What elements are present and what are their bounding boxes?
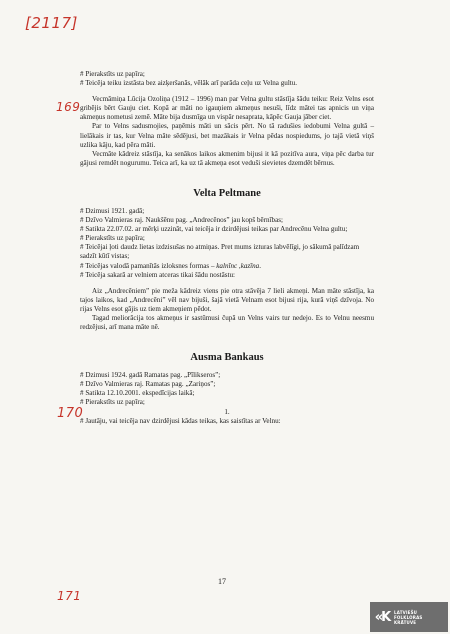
story-paragraph: Aiz „Andrecēniem” pie meža kādreiz viens pie otra stāvēja 7 lieli akmeņi. Man māte stāstīja, ka tajos laikos, kad „Andrecēni” vēl nav bijuši, šajā vietā Velnam esot bijusi rija, kurā viņš dzīvoja. No rijas Velns esot gājis uz tiem akmeņiem pēdot. <box>80 286 374 313</box>
metadata-line: # Satikta 22.07.02. ar mērķi uzzināt, vai teicēja ir dzirdējusi teikas par Andrecēnu Velna gultu; <box>80 225 348 234</box>
metadata-line: # Pierakstīts uz papīra; <box>80 398 145 407</box>
metadata-line: # Dzīvo Valmieras raj. Ramatas pag. „Zariņos”; <box>80 380 216 389</box>
archive-logo <box>370 602 448 632</box>
metadata-line <box>80 262 374 271</box>
story-paragraph: Par to Velns sadusmojies, paņēmis māti un sācis pērt. No tā radušies iedobumi Velna gultā – lielākais ir tas, kur Velna māte sēdējusi, bet mazākais ir Velna pēdas nospiedums, jo tajā vietā viņš uzlika kāju, kad pēra māti. <box>80 122 374 149</box>
metadata-line: # Dzimusi 1921. gadā; <box>80 206 145 215</box>
metadata-line: # Teicējai ļoti daudz lietas izdzisušas no atmiņas. Pret mums izturas labvēlīgi, jo sākumā palīdzam sadzīt kūtī vistas; <box>80 243 360 261</box>
logo-mark-icon: «K <box>374 609 390 625</box>
margin-number-171: 171 <box>57 589 82 603</box>
section-heading: Ausma Bankaus <box>190 352 264 364</box>
logo-line: FOLKLORAS <box>394 614 423 620</box>
story-paragraph: Tagad meliorācija tos akmeņus ir sastūmusi čupā un Velns vairs tur nedejo. Es to Velnu neesmu redzējusi, arī mana māte nē. <box>80 313 374 332</box>
intro-line: # Pierakstīts uz papīra; <box>80 70 145 78</box>
metadata-line: # Pierakstīts uz papīra; <box>80 234 145 243</box>
archive-reference-handwritten: [2117] <box>25 14 78 32</box>
logo-text <box>394 610 422 625</box>
page-number: 17 <box>218 577 226 586</box>
margin-number-169: 169 <box>56 100 81 114</box>
metadata-line: # Dzīvo Valmieras raj. Naukšēnu pag. „Andrecēnos” jau kopš bērnības; <box>80 216 283 225</box>
metadata-line: # Satikta 12.10.2001. ekspedīcijas laikā; <box>80 389 195 398</box>
dialect-suffix: . <box>259 261 262 270</box>
dialect-forms: kalnīnc ,kazīna <box>216 261 260 270</box>
dialect-prefix: # Teicējas valodā pamanītās izloksnes formas – <box>80 261 217 270</box>
logo-line: LATVIEŠU <box>394 609 418 615</box>
section-heading: Velta Peltmane <box>193 187 261 199</box>
metadata-line: # Teicēja sakarā ar velniem atceras tikai šādu nostāstu: <box>80 270 235 279</box>
story-paragraph: Vecmāmiņa Lūcija Ozoliņa (1912 – 1996) man par Velna gultu stāstīja šādu teiku: Reiz Velns esot gribējis bērt Gauju ciet. Kopā ar māti no igauņiem akmeņus nesuši, līdz mātei tas apnicis un viņa akmeņus nometusi zemē. Māte bija dusmīga un vispār nesaprata, kāpēc Gauja jāber ciet. <box>80 95 374 122</box>
metadata-line: # Jautāju, vai teicēja nav dzirdējusi kādas teikas, kas saistītas ar Velnu: <box>80 416 281 425</box>
metadata-line: # Dzimusi 1924. gadā Ramatas pag. „Pīlikseros”; <box>80 371 221 380</box>
logo-line: KRĀTUVE <box>394 619 417 625</box>
margin-number-170: 170 <box>57 406 84 421</box>
item-number: 1. <box>224 407 230 416</box>
document-body <box>80 70 374 426</box>
story-paragraph: Vecmāte kādreiz stāstīja, ka senākos laikos akmenim bijusi it kā pozitīva aura, viņa pēc darba tur gājusi remdēt nogurumu. Teica arī, ka uz tā akmeņa esot veduši sievietes dzemdēt bērnus. <box>80 149 374 167</box>
intro-line: # Teicēja teiku izstāsta bez aizķeršanās, vēlāk arī parāda ceļu uz Velna gultu. <box>80 79 298 88</box>
